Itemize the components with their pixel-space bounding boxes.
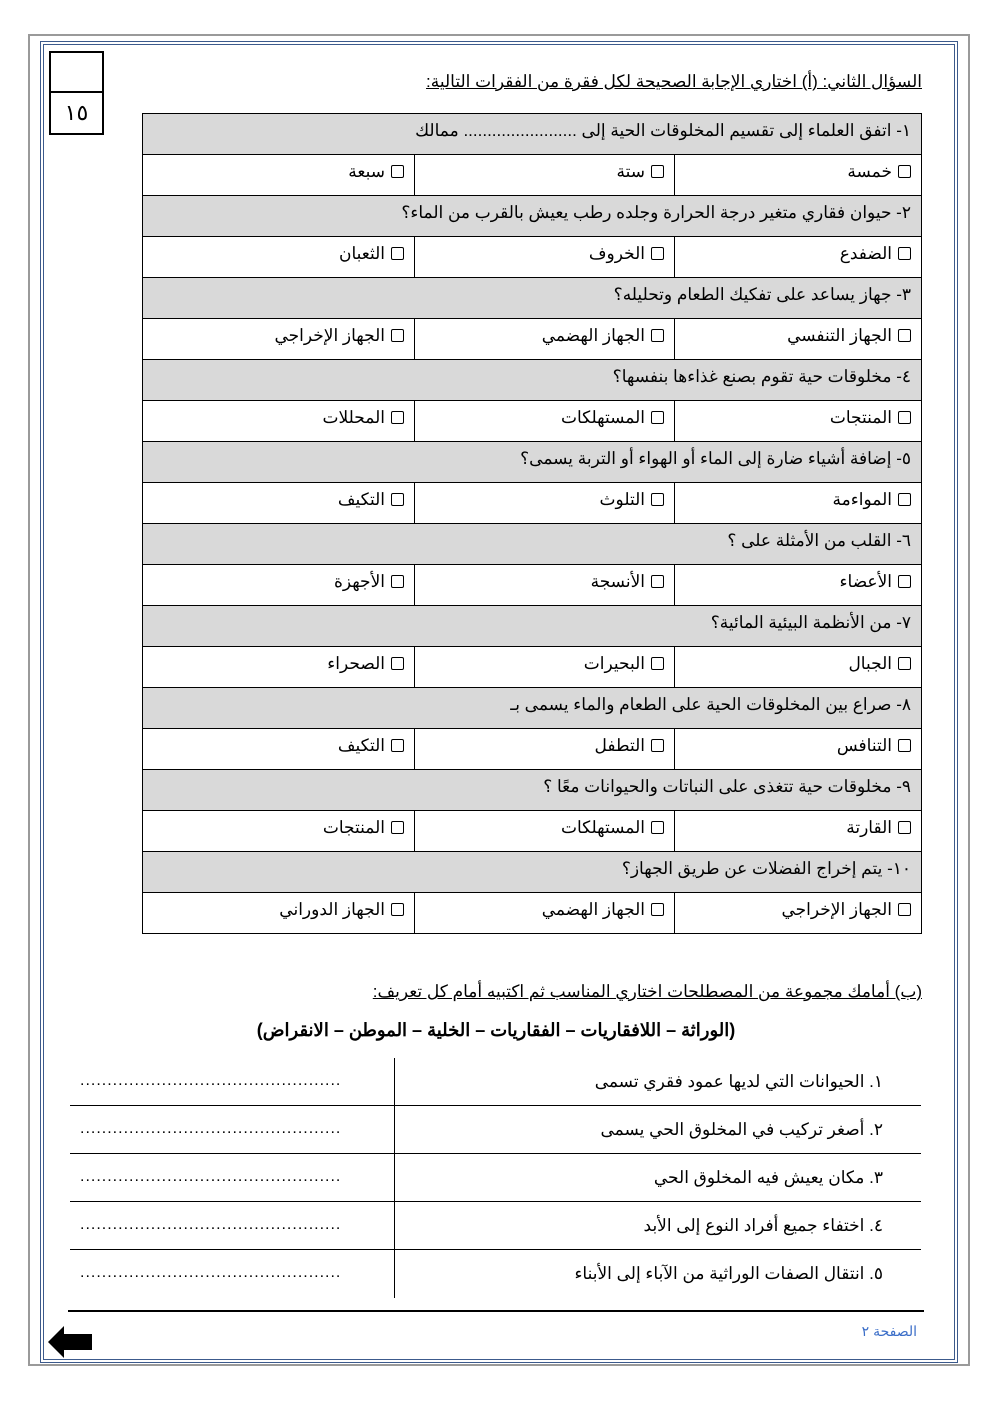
option[interactable]: [675, 565, 922, 606]
option-label: التنافس: [836, 736, 892, 755]
multiple-choice-table: [142, 113, 922, 934]
options-row: [143, 483, 922, 524]
answer-blank[interactable]: ................................................: [80, 1216, 342, 1233]
options-row: [143, 155, 922, 196]
question-row: [143, 688, 922, 729]
option-label: الجهاز التنفسي: [787, 326, 892, 345]
checkbox-icon[interactable]: [898, 575, 911, 588]
option[interactable]: [143, 729, 415, 770]
options-row: [143, 319, 922, 360]
option-label: التطفل: [594, 736, 645, 755]
option-label: خمسة: [847, 162, 892, 181]
option[interactable]: [143, 483, 415, 524]
definition-text: ٤. اختفاء جميع أفراد النوع إلى الأبد: [643, 1216, 883, 1235]
option[interactable]: [675, 319, 922, 360]
question-text: ٨- صراع بين المخلوقات الحية على الطعام والماء يسمى بـ: [143, 688, 922, 729]
definition-row: [70, 1250, 921, 1298]
option[interactable]: [143, 401, 415, 442]
checkbox-icon[interactable]: [391, 821, 404, 834]
question-text: ٥- إضافة أشياء ضارة إلى الماء أو الهواء أو التربة يسمى؟: [143, 442, 922, 483]
option-label: الجبال: [848, 654, 892, 673]
checkbox-icon[interactable]: [898, 411, 911, 424]
option-label: التكيف: [337, 736, 385, 755]
option[interactable]: [415, 565, 675, 606]
score-box: [49, 51, 104, 135]
option[interactable]: [415, 811, 675, 852]
checkbox-icon[interactable]: [391, 575, 404, 588]
options-row: [143, 811, 922, 852]
options-row: [143, 647, 922, 688]
terms-list: (الوراثة – اللافقاريات – الفقاريات – الخلية – الموطن – الانقراض): [256, 1020, 736, 1040]
checkbox-icon[interactable]: [651, 329, 664, 342]
checkbox-icon[interactable]: [391, 739, 404, 752]
option-label: المستهلكات: [560, 408, 645, 427]
option-label: الصحراء: [327, 654, 385, 673]
section-a-title: السؤال الثاني: (أ) اختاري الإجابة الصحيحة لكل فقرة من الفقرات التالية:: [426, 72, 922, 91]
definition-text: ٥. انتقال الصفات الوراثية من الآباء إلى الأبناء: [574, 1264, 883, 1283]
option[interactable]: [675, 155, 922, 196]
option[interactable]: [415, 483, 675, 524]
column-divider: [394, 1058, 395, 1298]
checkbox-icon[interactable]: [898, 165, 911, 178]
option[interactable]: [143, 565, 415, 606]
option-label: الأعضاء: [839, 572, 892, 591]
checkbox-icon[interactable]: [391, 411, 404, 424]
option[interactable]: [415, 155, 675, 196]
option[interactable]: [143, 893, 415, 934]
options-row: [143, 565, 922, 606]
checkbox-icon[interactable]: [898, 739, 911, 752]
question-row: [143, 524, 922, 565]
checkbox-icon[interactable]: [651, 493, 664, 506]
checkbox-icon[interactable]: [391, 657, 404, 670]
option-label: الجهاز الإخراجي: [274, 326, 385, 345]
answer-blank[interactable]: ................................................: [80, 1168, 342, 1185]
definition-text: ٣. مكان يعيش فيه المخلوق الحي: [653, 1168, 883, 1187]
checkbox-icon[interactable]: [651, 657, 664, 670]
next-page-arrow-icon[interactable]: [48, 1326, 94, 1358]
option-label: الخروف: [588, 244, 645, 263]
option-label: المواءمة: [832, 490, 892, 509]
option-label: القارتة: [846, 818, 892, 837]
option[interactable]: [415, 237, 675, 278]
question-text: ٤- مخلوقات حية تقوم بصنع غذاءها بنفسها؟: [143, 360, 922, 401]
checkbox-icon[interactable]: [898, 493, 911, 506]
question-row: [143, 442, 922, 483]
checkbox-icon[interactable]: [391, 165, 404, 178]
options-row: [143, 729, 922, 770]
score-total: ١٥: [64, 100, 89, 125]
options-row: [143, 237, 922, 278]
option[interactable]: [675, 401, 922, 442]
checkbox-icon[interactable]: [651, 903, 664, 916]
question-row: [143, 852, 922, 893]
answer-blank[interactable]: ................................................: [80, 1072, 342, 1089]
question-text: ٦- القلب من الأمثلة على ؟: [143, 524, 922, 565]
option[interactable]: [143, 319, 415, 360]
option[interactable]: [143, 237, 415, 278]
checkbox-icon[interactable]: [651, 247, 664, 260]
checkbox-icon[interactable]: [651, 575, 664, 588]
definition-row: [70, 1058, 921, 1106]
checkbox-icon[interactable]: [651, 411, 664, 424]
question-text: ٧- من الأنظمة البيئية المائية؟: [143, 606, 922, 647]
question-row: [143, 606, 922, 647]
option-label: التكيف: [337, 490, 385, 509]
definition-row: [70, 1106, 921, 1154]
option-label: الثعبان: [338, 244, 385, 263]
option[interactable]: [143, 647, 415, 688]
footer-line: [68, 1310, 924, 1312]
option[interactable]: [675, 237, 922, 278]
question-row: [143, 278, 922, 319]
option[interactable]: [675, 893, 922, 934]
question-row: [143, 360, 922, 401]
option[interactable]: [675, 811, 922, 852]
option-label: البحيرات: [583, 654, 645, 673]
option-label: ستة: [616, 162, 645, 181]
checkbox-icon[interactable]: [898, 903, 911, 916]
score-blank: [51, 53, 102, 93]
option-label: الأنسجة: [590, 572, 645, 591]
option[interactable]: [675, 729, 922, 770]
checkbox-icon[interactable]: [391, 329, 404, 342]
option-label: الجهاز الإخراجي: [781, 900, 892, 919]
options-row: [143, 893, 922, 934]
option[interactable]: [415, 729, 675, 770]
checkbox-icon[interactable]: [898, 821, 911, 834]
option[interactable]: [415, 401, 675, 442]
section-b-title: (ب) أمامك مجموعة من المصطلحات اختاري المناسب ثم اكتبيه أمام كل تعريف:: [372, 982, 922, 1001]
options-row: [143, 401, 922, 442]
answer-blank[interactable]: ................................................: [80, 1264, 342, 1281]
definition-text: ٢. أصغر تركيب في المخلوق الحي يسمى: [600, 1120, 883, 1139]
option[interactable]: [143, 155, 415, 196]
option-label: المستهلكات: [560, 818, 645, 837]
checkbox-icon[interactable]: [391, 493, 404, 506]
question-text: ١٠- يتم إخراج الفضلات عن طريق الجهاز؟: [143, 852, 922, 893]
option[interactable]: [675, 647, 922, 688]
checkbox-icon[interactable]: [651, 739, 664, 752]
option-label: المنتجات: [829, 408, 892, 427]
option-label: الجهاز الدوراني: [279, 900, 385, 919]
question-row: [143, 196, 922, 237]
checkbox-icon[interactable]: [898, 329, 911, 342]
option-label: سبعة: [348, 162, 385, 181]
question-row: [143, 114, 922, 155]
question-text: ٩- مخلوقات حية تتغذى على النباتات والحيوانات معًا ؟: [143, 770, 922, 811]
question-text: ٢- حيوان فقاري متغير درجة الحرارة وجلده رطب يعيش بالقرب من الماء؟: [143, 196, 922, 237]
question-text: ١- اتفق العلماء إلى تقسيم المخلوقات الحية إلى ........................ ممالك: [143, 114, 922, 155]
checkbox-icon[interactable]: [391, 903, 404, 916]
definition-text: ١. الحيوانات التي لديها عمود فقري تسمى: [594, 1072, 883, 1091]
option[interactable]: [415, 647, 675, 688]
answer-blank[interactable]: ................................................: [80, 1120, 342, 1137]
question-row: [143, 770, 922, 811]
option[interactable]: [675, 483, 922, 524]
option-label: المحللات: [322, 408, 385, 427]
checkbox-icon[interactable]: [651, 821, 664, 834]
checkbox-icon[interactable]: [898, 247, 911, 260]
option-label: الجهاز الهضمي: [541, 900, 645, 919]
option[interactable]: [143, 811, 415, 852]
option-label: المنتجات: [322, 818, 385, 837]
option[interactable]: [415, 893, 675, 934]
definition-row: [70, 1202, 921, 1250]
option-label: الأجهزة: [333, 572, 385, 591]
option-label: التلوث: [599, 490, 645, 509]
checkbox-icon[interactable]: [898, 657, 911, 670]
option-label: الجهاز الهضمي: [541, 326, 645, 345]
question-text: ٣- جهاز يساعد على تفكيك الطعام وتحليله؟: [143, 278, 922, 319]
checkbox-icon[interactable]: [391, 247, 404, 260]
page-number: الصفحة ٢: [861, 1323, 917, 1339]
definition-row: [70, 1154, 921, 1202]
option[interactable]: [415, 319, 675, 360]
checkbox-icon[interactable]: [651, 165, 664, 178]
option-label: الضفدع: [839, 244, 892, 263]
